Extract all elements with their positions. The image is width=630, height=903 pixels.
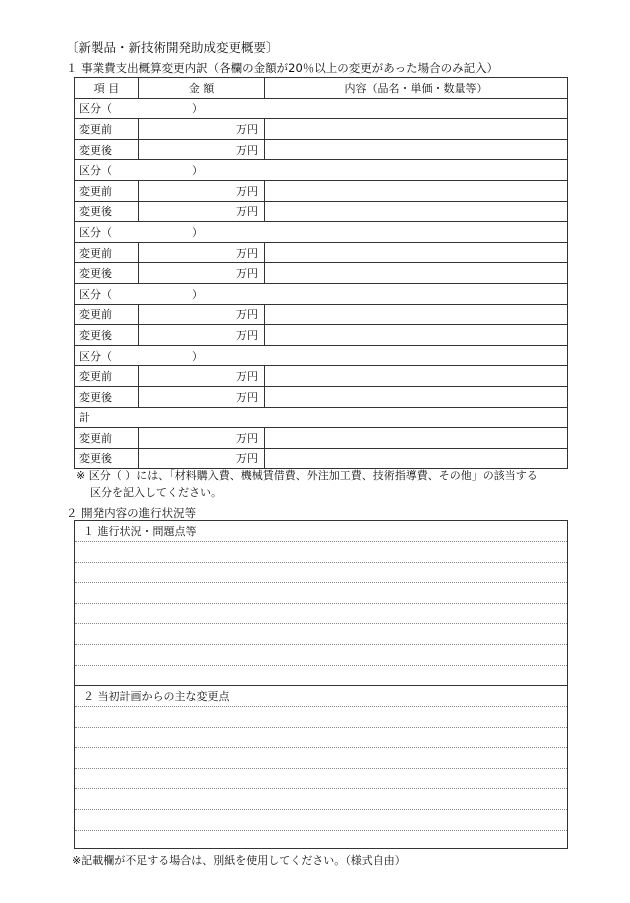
content-cell[interactable] xyxy=(265,201,568,222)
amount-cell[interactable] xyxy=(139,304,265,325)
ruled-line xyxy=(75,582,567,583)
table-header-row xyxy=(75,78,568,99)
row-label: 変更後 xyxy=(75,201,139,222)
amount-unit: 万円 xyxy=(236,246,258,260)
content-cell[interactable] xyxy=(265,325,568,346)
header-content: 内容（品名・単価・数量等） xyxy=(265,78,568,99)
amount-unit: 万円 xyxy=(236,267,258,281)
row-label: 変更前 xyxy=(75,242,139,263)
amount-cell[interactable] xyxy=(139,119,265,140)
content-cell[interactable] xyxy=(265,448,568,469)
row-label: 変更前 xyxy=(75,180,139,201)
row-label: 変更前 xyxy=(75,304,139,325)
ruled-line xyxy=(75,768,567,769)
table-row xyxy=(75,139,568,160)
category-row xyxy=(75,160,568,181)
amount-cell[interactable] xyxy=(139,180,265,201)
section2-heading: ２ 開発内容の進行状況等 xyxy=(66,506,197,520)
content-cell[interactable] xyxy=(265,386,568,407)
amount-unit: 万円 xyxy=(236,370,258,384)
category-note-line1: ※ 区分（ ）には、「材料購入費、機械賃借費、外注加工費、技術指導費、その他」の該当する xyxy=(76,469,538,482)
ruled-line xyxy=(75,706,567,707)
table-row xyxy=(75,242,568,263)
category-note-line2: 区分を記入してください。 xyxy=(90,486,222,499)
ruled-line xyxy=(75,788,567,789)
ruled-line xyxy=(75,623,567,624)
content-cell[interactable] xyxy=(265,428,568,449)
category-label: 区分（ xyxy=(79,164,112,178)
amount-unit: 万円 xyxy=(236,143,258,157)
category-cell[interactable] xyxy=(75,160,265,181)
table-row xyxy=(75,386,568,407)
category-label: 区分（ xyxy=(79,349,112,363)
row-label: 変更前 xyxy=(75,119,139,140)
table-row xyxy=(75,201,568,222)
amount-unit: 万円 xyxy=(236,452,258,466)
category-note xyxy=(76,467,576,501)
amount-cell[interactable] xyxy=(139,201,265,222)
category-cell[interactable] xyxy=(75,283,265,304)
table-row xyxy=(75,263,568,284)
content-cell[interactable] xyxy=(265,242,568,263)
amount-cell[interactable] xyxy=(139,428,265,449)
header-item: 項 目 xyxy=(75,78,139,99)
ruled-line xyxy=(75,644,567,645)
amount-unit: 万円 xyxy=(236,308,258,322)
content-cell[interactable] xyxy=(265,139,568,160)
row-label: 変更前 xyxy=(75,428,139,449)
ruled-line xyxy=(75,747,567,748)
category-close-paren: ） xyxy=(192,102,203,116)
category-close-paren: ） xyxy=(192,164,203,178)
amount-unit: 万円 xyxy=(236,205,258,219)
category-row xyxy=(75,283,568,304)
amount-unit: 万円 xyxy=(236,328,258,342)
ruled-line xyxy=(75,665,567,666)
category-blank-cell xyxy=(265,160,568,181)
category-label: 区分（ xyxy=(79,287,112,301)
table-row xyxy=(75,325,568,346)
category-close-paren: ） xyxy=(192,349,203,363)
category-blank-cell xyxy=(265,222,568,243)
amount-cell[interactable] xyxy=(139,242,265,263)
ruled-line xyxy=(75,541,567,542)
amount-unit: 万円 xyxy=(236,390,258,404)
category-close-paren: ） xyxy=(192,287,203,301)
form-title: 〔新製品・新技術開発助成変更概要〕 xyxy=(66,40,279,55)
amount-cell[interactable] xyxy=(139,325,265,346)
progress-box-label: １ 進行状況・問題点等 xyxy=(83,525,197,538)
category-row xyxy=(75,98,568,119)
ruled-line xyxy=(75,727,567,728)
category-cell[interactable] xyxy=(75,98,265,119)
category-cell[interactable] xyxy=(75,407,265,428)
category-label: 区分（ xyxy=(79,225,112,239)
ruled-line xyxy=(75,562,567,563)
row-label: 変更前 xyxy=(75,366,139,387)
amount-cell[interactable] xyxy=(139,139,265,160)
content-cell[interactable] xyxy=(265,304,568,325)
footer-note: ※記載欄が不足する場合は、別紙を使用してください。（様式自由） xyxy=(72,854,406,867)
table-row xyxy=(75,180,568,201)
table-row xyxy=(75,366,568,387)
content-cell[interactable] xyxy=(265,263,568,284)
category-row xyxy=(75,407,568,428)
progress-box[interactable] xyxy=(74,520,568,686)
content-cell[interactable] xyxy=(265,180,568,201)
amount-cell[interactable] xyxy=(139,386,265,407)
category-blank-cell xyxy=(265,345,568,366)
category-label: 計 xyxy=(79,411,90,425)
table-row xyxy=(75,304,568,325)
category-blank-cell xyxy=(265,283,568,304)
category-label: 区分（ xyxy=(79,102,112,116)
content-cell[interactable] xyxy=(265,366,568,387)
ruled-line xyxy=(75,830,567,831)
amount-unit: 万円 xyxy=(236,184,258,198)
ruled-line xyxy=(75,603,567,604)
amount-unit: 万円 xyxy=(236,431,258,445)
row-label: 変更後 xyxy=(75,386,139,407)
category-cell[interactable] xyxy=(75,345,265,366)
row-label: 変更後 xyxy=(75,448,139,469)
amount-cell[interactable] xyxy=(139,366,265,387)
table-row xyxy=(75,448,568,469)
amount-cell[interactable] xyxy=(139,263,265,284)
row-label: 変更後 xyxy=(75,325,139,346)
category-close-paren: ） xyxy=(192,225,203,239)
changes-box[interactable] xyxy=(74,685,568,849)
amount-cell[interactable] xyxy=(139,448,265,469)
category-blank-cell xyxy=(265,407,568,428)
section1-heading: １ 事業費支出概算変更内訳（各欄の金額が20％以上の変更があった場合のみ記入） xyxy=(66,61,499,75)
category-row xyxy=(75,222,568,243)
table-row xyxy=(75,119,568,140)
ruled-line xyxy=(75,809,567,810)
table-row xyxy=(75,428,568,449)
category-blank-cell xyxy=(265,98,568,119)
row-label: 変更後 xyxy=(75,263,139,284)
content-cell[interactable] xyxy=(265,119,568,140)
expense-change-table xyxy=(74,77,568,469)
changes-box-label: ２ 当初計画からの主な変更点 xyxy=(83,690,230,703)
category-row xyxy=(75,345,568,366)
category-cell[interactable] xyxy=(75,222,265,243)
amount-unit: 万円 xyxy=(236,122,258,136)
header-amount: 金 額 xyxy=(139,78,265,99)
row-label: 変更後 xyxy=(75,139,139,160)
